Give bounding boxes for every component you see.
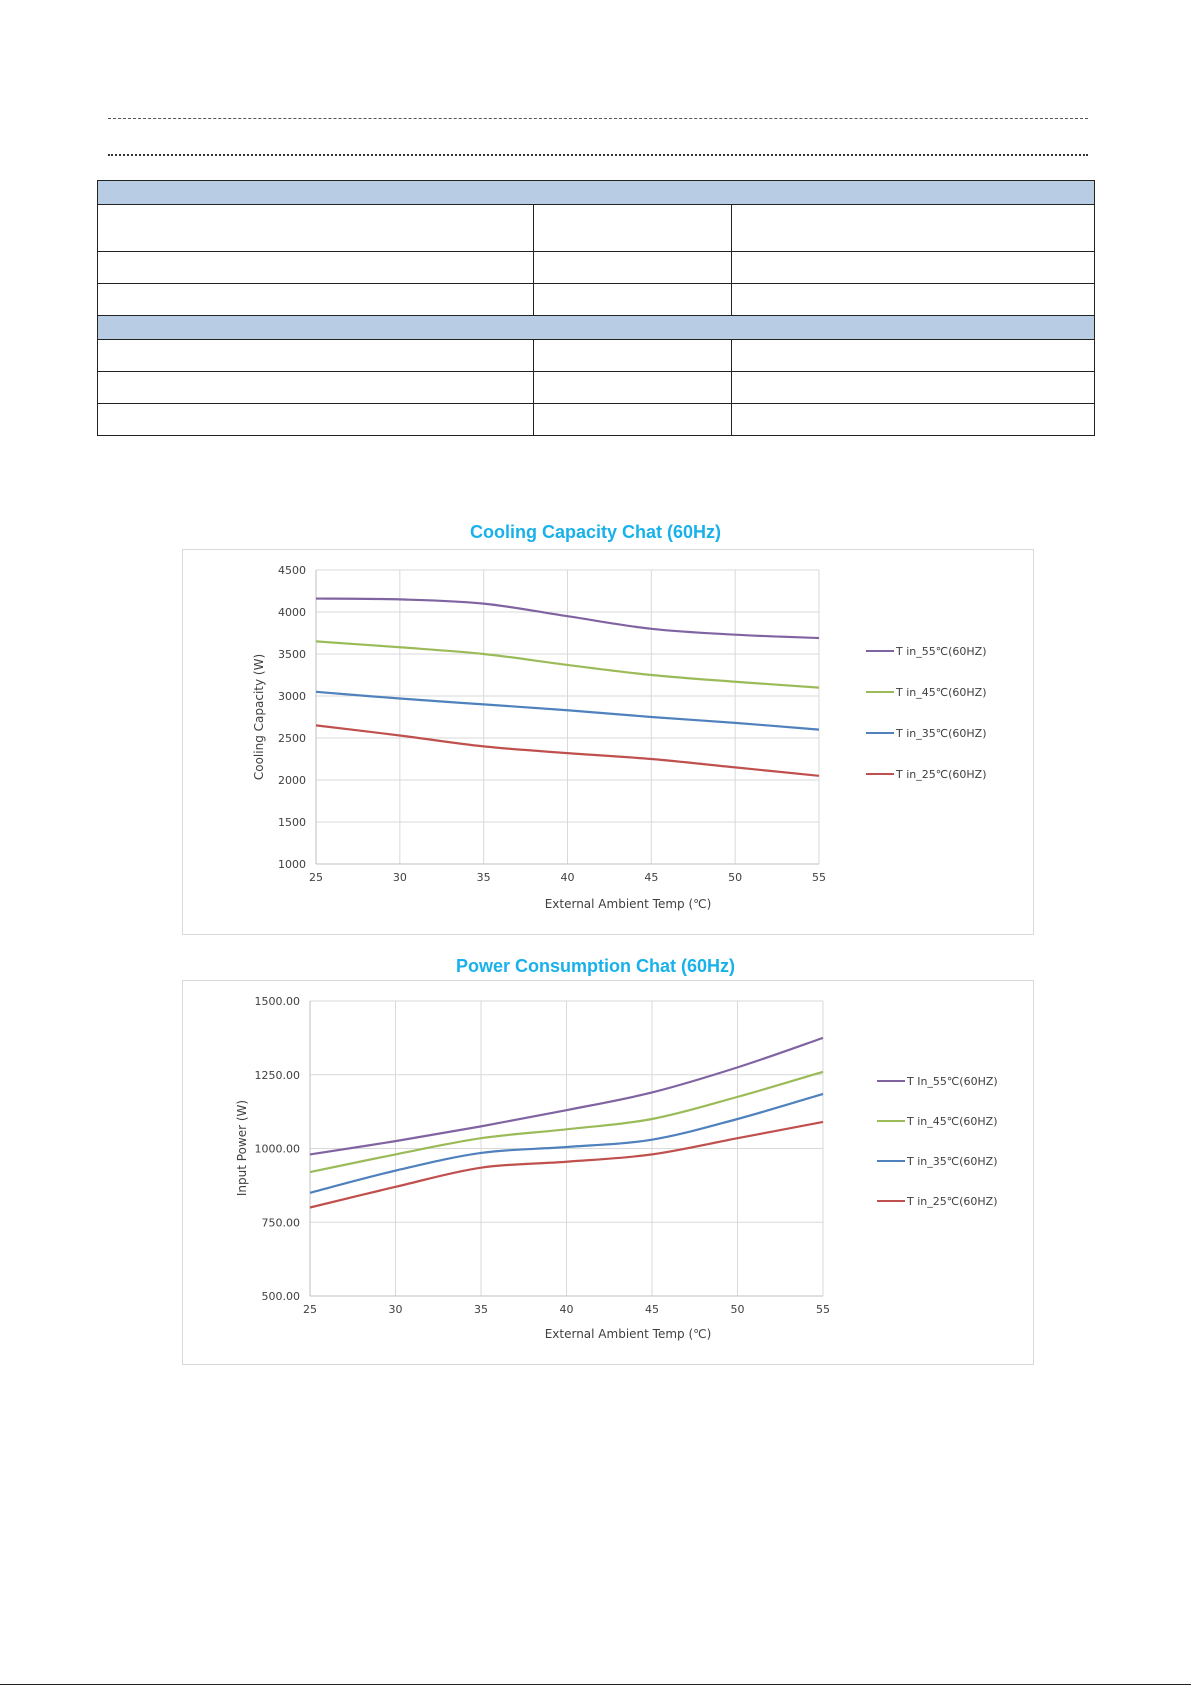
legend-label: T In_55℃(60HZ) xyxy=(907,1075,998,1088)
table-cell xyxy=(534,205,732,252)
table-cell xyxy=(98,252,534,284)
table-cell xyxy=(98,181,1095,205)
y-tick-label: 4500 xyxy=(278,564,306,577)
table-cell xyxy=(98,372,534,404)
x-tick-label: 35 xyxy=(476,871,491,884)
spec-table xyxy=(97,180,1095,436)
table-cell xyxy=(534,372,732,404)
x-tick-label: 35 xyxy=(474,1303,488,1316)
x-tick-label: 55 xyxy=(816,1303,830,1316)
x-tick-label: 30 xyxy=(392,871,407,884)
y-tick-label: 750.00 xyxy=(261,1216,300,1230)
x-tick-label: 40 xyxy=(560,871,575,884)
x-tick-label: 25 xyxy=(309,871,323,884)
table-section-header xyxy=(98,316,1095,340)
legend-label: T in_55℃(60HZ) xyxy=(896,645,987,658)
table-cell xyxy=(98,316,1095,340)
table-cell xyxy=(732,252,1095,284)
table-cell xyxy=(98,340,534,372)
power-chart-frame xyxy=(182,980,1034,1365)
cooling-capacity-chart xyxy=(183,550,1033,934)
table-section-header xyxy=(98,181,1095,205)
table-cell xyxy=(98,205,534,252)
table-row xyxy=(98,340,1095,372)
y-axis-label: Cooling Capacity (W) xyxy=(252,653,266,781)
table-cell xyxy=(98,404,534,436)
x-tick-label: 30 xyxy=(388,1303,403,1316)
dotted-separator xyxy=(108,154,1088,156)
x-tick-label: 45 xyxy=(644,871,659,884)
y-axis-label: Input Power (W) xyxy=(235,1099,249,1197)
legend-label: T in_25℃(60HZ) xyxy=(907,1195,998,1208)
dashed-separator-top xyxy=(108,118,1088,119)
x-tick-label: 55 xyxy=(812,871,826,884)
y-tick-label: 500.00 xyxy=(261,1290,300,1303)
table-cell xyxy=(732,404,1095,436)
table-cell xyxy=(732,205,1095,252)
legend xyxy=(866,645,986,781)
legend-label: T in_35℃(60HZ) xyxy=(907,1155,998,1168)
x-axis-label: External Ambient Temp (℃) xyxy=(544,897,712,911)
grid-lines xyxy=(310,1001,823,1296)
x-tick-label: 40 xyxy=(559,1303,574,1316)
legend-label: T in_35℃(60HZ) xyxy=(896,727,987,740)
table-cell xyxy=(98,284,534,316)
table-row xyxy=(98,284,1095,316)
x-tick-label: 25 xyxy=(303,1303,317,1316)
legend-label: T in_45℃(60HZ) xyxy=(907,1115,998,1128)
table-cell xyxy=(534,252,732,284)
table-cell xyxy=(534,340,732,372)
legend-label: T in_25℃(60HZ) xyxy=(896,768,987,781)
table-cell xyxy=(732,284,1095,316)
x-axis-label: External Ambient Temp (℃) xyxy=(544,1327,712,1341)
y-tick-label: 1000 xyxy=(278,858,306,871)
x-tick-label: 45 xyxy=(645,1303,659,1316)
cooling-chart-frame xyxy=(182,549,1034,935)
y-tick-label: 2500 xyxy=(278,732,306,745)
table-row xyxy=(98,404,1095,436)
y-tick-label: 1000.00 xyxy=(254,1142,300,1156)
grid-lines xyxy=(316,570,819,864)
table-row xyxy=(98,372,1095,404)
y-tick-label: 2000 xyxy=(278,774,306,787)
table-row xyxy=(98,205,1095,252)
y-tick-label: 1250.00 xyxy=(254,1068,300,1082)
y-tick-label: 3500 xyxy=(278,648,306,661)
table-cell xyxy=(732,372,1095,404)
y-tick-label: 4000 xyxy=(278,606,306,619)
legend xyxy=(877,1075,998,1208)
x-tick-label: 50 xyxy=(728,871,743,884)
power-consumption-chart xyxy=(183,981,1033,1364)
power-chart-title: Power Consumption Chat (60Hz) xyxy=(455,956,735,976)
table-cell xyxy=(534,284,732,316)
x-tick-label: 50 xyxy=(730,1303,745,1316)
y-tick-label: 1500.00 xyxy=(254,995,300,1008)
cooling-chart-title: Cooling Capacity Chat (60Hz) xyxy=(469,522,722,542)
table-cell xyxy=(732,340,1095,372)
y-tick-label: 3000 xyxy=(278,690,306,703)
y-tick-label: 1500 xyxy=(278,816,306,829)
table-cell xyxy=(534,404,732,436)
tick-labels xyxy=(255,995,831,1316)
legend-label: T in_45℃(60HZ) xyxy=(896,686,987,699)
table-row xyxy=(98,252,1095,284)
